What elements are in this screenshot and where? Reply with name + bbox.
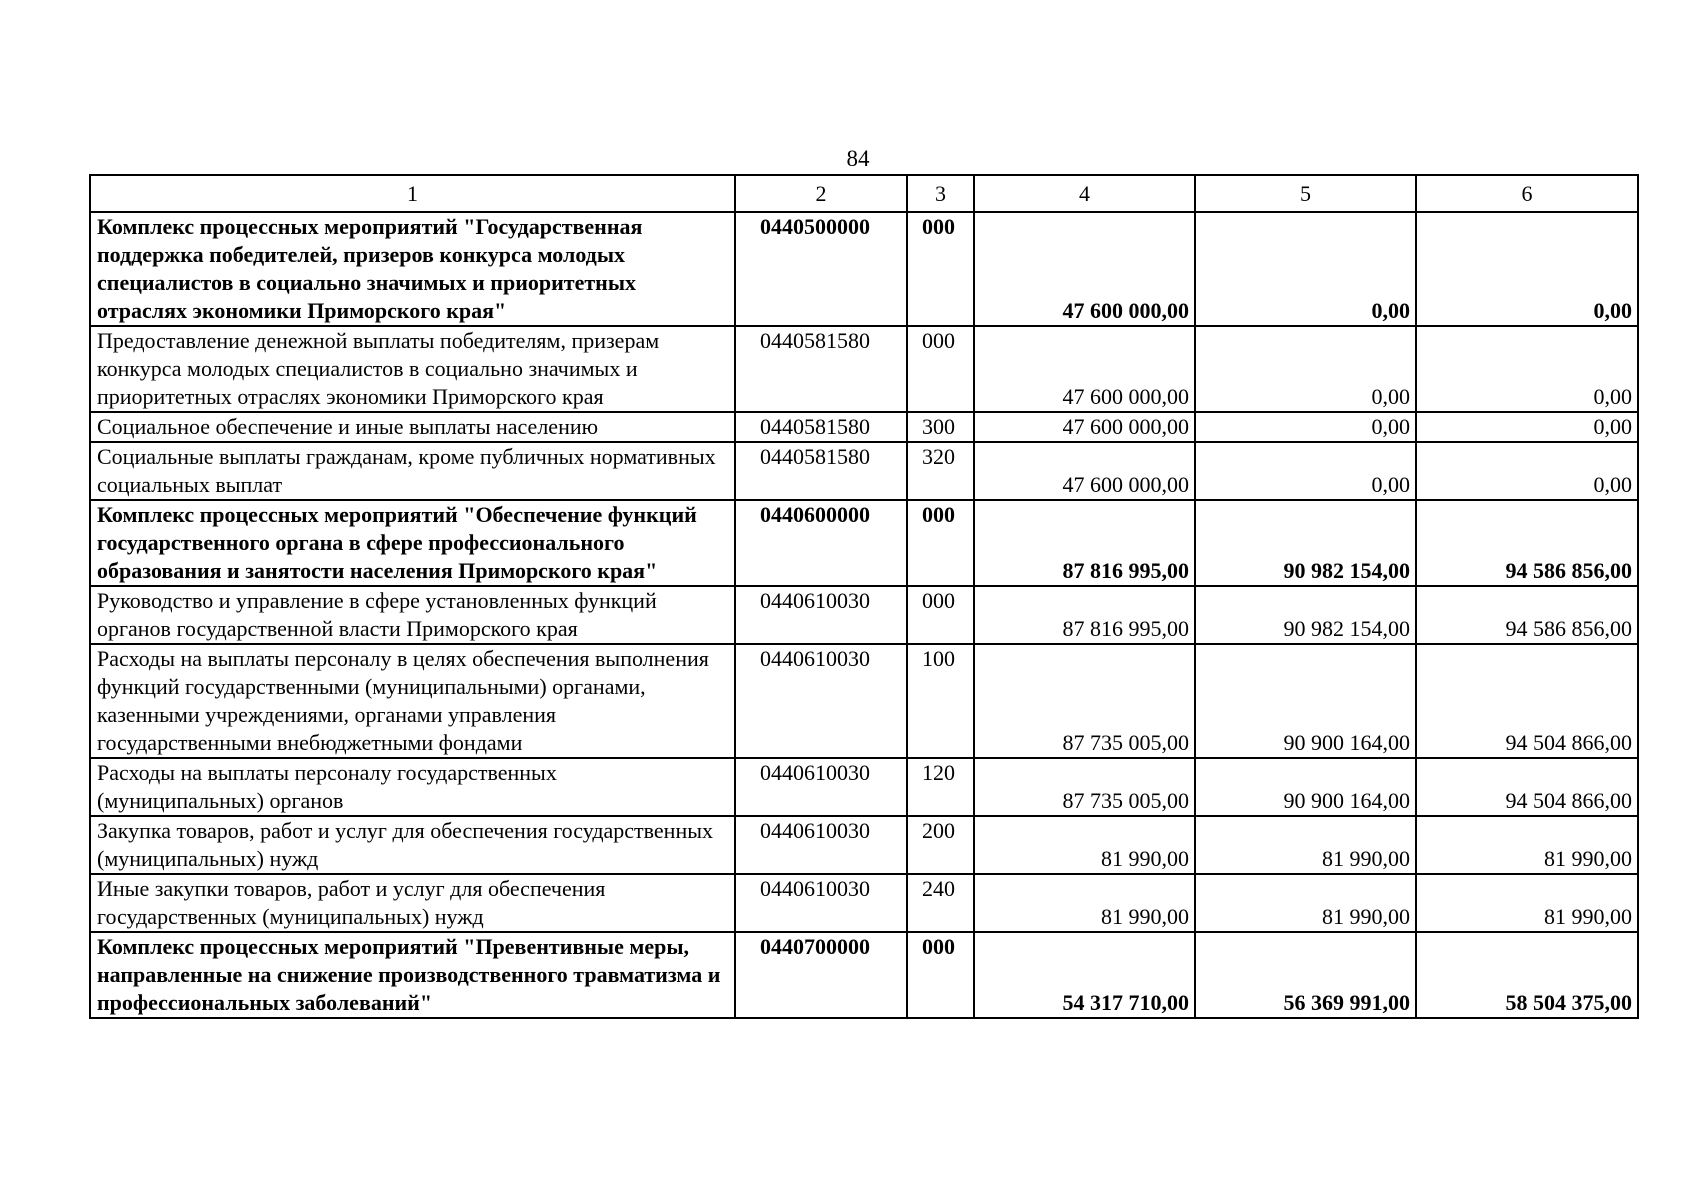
row-code-cell: 0440610030 — [735, 874, 907, 932]
table-row — [90, 500, 1638, 586]
table-row — [90, 874, 1638, 932]
row-code-cell: 0440610030 — [735, 586, 907, 644]
row-value-cell-5: 81 990,00 — [1195, 816, 1416, 874]
row-code-cell: 0440581580 — [735, 412, 907, 442]
row-code-cell: 0440610030 — [735, 816, 907, 874]
row-code-cell: 0440581580 — [735, 326, 907, 412]
row-value-cell-4: 47 600 000,00 — [974, 442, 1195, 500]
table-row — [90, 644, 1638, 758]
row-value-cell-4: 47 600 000,00 — [974, 412, 1195, 442]
table-row — [90, 412, 1638, 442]
row-value-cell-6: 0,00 — [1416, 326, 1638, 412]
row-name-cell: Комплекс процессных мероприятий "Обеспечение функций государственного органа в сфере профессионального образования и занятости населения Приморского края" — [90, 500, 735, 586]
row-value-cell-6: 94 504 866,00 — [1416, 758, 1638, 816]
row-value-cell-5: 90 900 164,00 — [1195, 644, 1416, 758]
row-value-cell-6: 81 990,00 — [1416, 816, 1638, 874]
table-row — [90, 212, 1638, 326]
row-code-cell: 0440600000 — [735, 500, 907, 586]
row-kind-cell: 000 — [907, 932, 974, 1018]
row-name-cell: Комплекс процессных мероприятий "Государственная поддержка победителей, призеров конкурса молодых специалистов в социально значимых и приоритетных отраслях экономики Приморского края" — [90, 212, 735, 326]
row-kind-cell: 100 — [907, 644, 974, 758]
row-code-cell: 0440700000 — [735, 932, 907, 1018]
row-kind-cell: 000 — [907, 500, 974, 586]
row-value-cell-4: 47 600 000,00 — [974, 326, 1195, 412]
row-value-cell-6: 94 586 856,00 — [1416, 500, 1638, 586]
row-name-cell: Социальные выплаты гражданам, кроме публичных нормативных социальных выплат — [90, 442, 735, 500]
header-cell-2: 2 — [735, 175, 907, 212]
row-name-cell: Социальное обеспечение и иные выплаты населению — [90, 412, 735, 442]
row-kind-cell: 240 — [907, 874, 974, 932]
page-number: 84 — [846, 146, 870, 171]
row-value-cell-4: 87 735 005,00 — [974, 758, 1195, 816]
row-value-cell-6: 58 504 375,00 — [1416, 932, 1638, 1018]
row-name-cell: Расходы на выплаты персоналу в целях обеспечения выполнения функций государственными (муниципальными) органами, казенными учреждениями, органами управления государственными внебюджетными фондами — [90, 644, 735, 758]
header-cell-1: 1 — [90, 175, 735, 212]
row-kind-cell: 320 — [907, 442, 974, 500]
row-code-cell: 0440610030 — [735, 758, 907, 816]
row-value-cell-5: 81 990,00 — [1195, 874, 1416, 932]
table-row — [90, 816, 1638, 874]
row-code-cell: 0440610030 — [735, 644, 907, 758]
row-kind-cell: 000 — [907, 586, 974, 644]
row-value-cell-5: 0,00 — [1195, 326, 1416, 412]
row-name-cell: Предоставление денежной выплаты победителям, призерам конкурса молодых специалистов в социально значимых и приоритетных отраслях экономики Приморского края — [90, 326, 735, 412]
row-value-cell-5: 0,00 — [1195, 212, 1416, 326]
header-cell-3: 3 — [907, 175, 974, 212]
row-value-cell-4: 87 735 005,00 — [974, 644, 1195, 758]
row-value-cell-4: 87 816 995,00 — [974, 500, 1195, 586]
header-row — [90, 175, 1638, 212]
row-value-cell-5: 90 982 154,00 — [1195, 500, 1416, 586]
table-row — [90, 326, 1638, 412]
row-name-cell: Закупка товаров, работ и услуг для обеспечения государственных (муниципальных) нужд — [90, 816, 735, 874]
row-kind-cell: 200 — [907, 816, 974, 874]
row-value-cell-6: 81 990,00 — [1416, 874, 1638, 932]
row-kind-cell: 120 — [907, 758, 974, 816]
row-value-cell-6: 0,00 — [1416, 412, 1638, 442]
table-row — [90, 932, 1638, 1018]
table-row — [90, 586, 1638, 644]
row-name-cell: Руководство и управление в сфере установленных функций органов государственной власти Приморского края — [90, 586, 735, 644]
table-row — [90, 442, 1638, 500]
header-cell-4: 4 — [974, 175, 1195, 212]
header-cell-6: 6 — [1416, 175, 1638, 212]
row-name-cell: Расходы на выплаты персоналу государственных (муниципальных) органов — [90, 758, 735, 816]
row-name-cell: Иные закупки товаров, работ и услуг для обеспечения государственных (муниципальных) нужд — [90, 874, 735, 932]
row-value-cell-5: 0,00 — [1195, 442, 1416, 500]
row-value-cell-5: 0,00 — [1195, 412, 1416, 442]
row-value-cell-4: 81 990,00 — [974, 874, 1195, 932]
row-value-cell-6: 94 586 856,00 — [1416, 586, 1638, 644]
row-value-cell-6: 0,00 — [1416, 442, 1638, 500]
header-cell-5: 5 — [1195, 175, 1416, 212]
row-value-cell-5: 90 982 154,00 — [1195, 586, 1416, 644]
row-code-cell: 0440500000 — [735, 212, 907, 326]
row-name-cell: Комплекс процессных мероприятий "Превентивные меры, направленные на снижение производственного травматизма и профессиональных заболеваний" — [90, 932, 735, 1018]
row-value-cell-4: 54 317 710,00 — [974, 932, 1195, 1018]
row-kind-cell: 300 — [907, 412, 974, 442]
row-value-cell-4: 47 600 000,00 — [974, 212, 1195, 326]
row-code-cell: 0440581580 — [735, 442, 907, 500]
row-value-cell-4: 87 816 995,00 — [974, 586, 1195, 644]
budget-table — [89, 174, 1639, 1019]
row-kind-cell: 000 — [907, 212, 974, 326]
row-value-cell-5: 56 369 991,00 — [1195, 932, 1416, 1018]
row-value-cell-6: 94 504 866,00 — [1416, 644, 1638, 758]
row-value-cell-6: 0,00 — [1416, 212, 1638, 326]
row-kind-cell: 000 — [907, 326, 974, 412]
row-value-cell-5: 90 900 164,00 — [1195, 758, 1416, 816]
row-value-cell-4: 81 990,00 — [974, 816, 1195, 874]
table-row — [90, 758, 1638, 816]
